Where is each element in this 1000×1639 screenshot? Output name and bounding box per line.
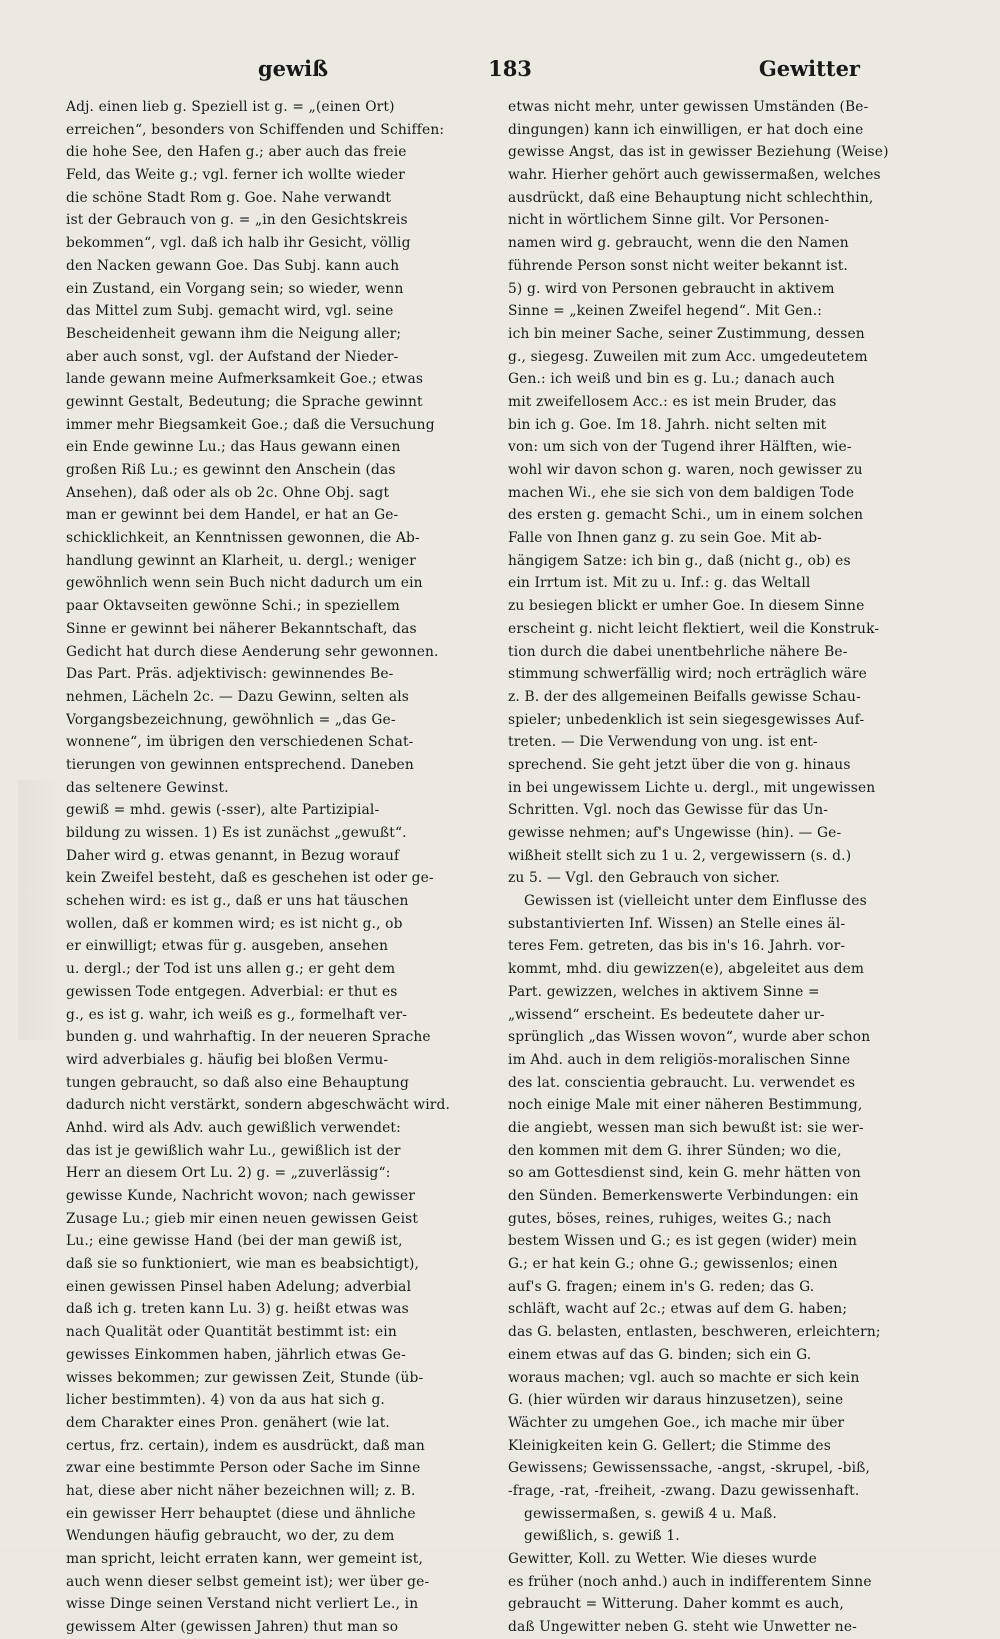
text-line: zu besiegen blickt er umher Goe. In diesem Sinne bbox=[508, 598, 865, 615]
text-line: schicklichkeit, an Kenntnissen gewonnen, die Ab- bbox=[66, 530, 420, 547]
text-line: certus, frz. certain), indem es ausdrückt, daß man bbox=[66, 1437, 425, 1454]
left-column bbox=[66, 96, 494, 1639]
text-line: das G. belasten, entlasten, beschweren, erleichtern; bbox=[508, 1324, 881, 1341]
text-line: den Nacken gewann Goe. Das Subj. kann auch bbox=[66, 257, 400, 274]
text-line: das Mittel zum Subj. gemacht wird, vgl. seine bbox=[66, 303, 394, 320]
text-line: schläft, wacht auf 2c.; etwas auf dem G. haben; bbox=[508, 1301, 848, 1318]
text-line: z. B. der des allgemeinen Beifalls gewisse Schau- bbox=[508, 688, 861, 705]
text-line: von: um sich von der Tugend ihrer Hälften, wie- bbox=[508, 439, 852, 456]
text-line: Wendungen häufig gebraucht, wo der, zu dem bbox=[66, 1528, 395, 1545]
text-line: schehen wird: es ist g., daß er uns hat täuschen bbox=[66, 893, 409, 910]
text-line: Falle von Ihnen ganz g. zu sein Goe. Mit ab- bbox=[508, 530, 822, 547]
text-line: daß sie so funktioniert, wie man es beabsichtigt), bbox=[66, 1256, 420, 1273]
text-line: Gewissens; Gewissenssache, -angst, -skrupel, -biß, bbox=[508, 1460, 871, 1477]
text-line: einem etwas auf das G. binden; sich ein G. bbox=[508, 1346, 812, 1363]
text-line: Sinne = „keinen Zweifel hegend“. Mit Gen.: bbox=[508, 303, 823, 320]
text-line: g., siegesg. Zuweilen mit zum Acc. umgedeutetem bbox=[508, 348, 868, 365]
page-stain bbox=[18, 780, 58, 1040]
page-number: 183 bbox=[488, 56, 532, 81]
text-line: gewisses Einkommen haben, jährlich etwas Ge- bbox=[66, 1346, 406, 1363]
text-line: bin ich g. Goe. Im 18. Jahrh. nicht selten mit bbox=[508, 416, 827, 433]
text-line: daß ich g. treten kann Lu. 3) g. heißt etwas was bbox=[66, 1301, 409, 1318]
text-line: Daher wird g. etwas genannt, in Bezug worauf bbox=[66, 847, 400, 864]
text-line: Gewissen ist (vielleicht unter dem Einflusse des bbox=[524, 893, 867, 910]
header-right-keyword: Gewitter bbox=[758, 56, 860, 81]
text-line: kein Zweifel besteht, daß es geschehen ist oder ge- bbox=[66, 870, 434, 887]
text-line: Ansehen), daß oder als ob 2c. Ohne Obj. sagt bbox=[66, 484, 390, 501]
text-line: die hohe See, den Hafen g.; aber auch das freie bbox=[66, 144, 407, 161]
text-line: immer mehr Biegsamkeit Goe.; daß die Versuchung bbox=[66, 416, 435, 433]
text-line: gewisse nehmen; auf's Ungewisse (hin). — Ge- bbox=[508, 825, 842, 841]
text-line: spieler; unbedenklich ist sein siegesgewisses Auf- bbox=[508, 711, 865, 728]
text-line: dadurch nicht verstärkt, sondern abgeschwächt wird. bbox=[66, 1097, 451, 1114]
text-line: wißheit stellt sich zu 1 u. 2, vergewissern (s. d.) bbox=[508, 847, 852, 864]
text-line: Kleinigkeiten kein G. Gellert; die Stimme des bbox=[508, 1437, 831, 1454]
text-line: mit zweifellosem Acc.: es ist mein Bruder, das bbox=[508, 393, 837, 410]
text-line: hängigem Satze: ich bin g., daß (nicht g., ob) es bbox=[508, 552, 851, 569]
text-line: Herr an diesem Ort Lu. 2) g. = „zuverlässig“: bbox=[66, 1165, 391, 1182]
text-line: wollen, daß er kommen wird; es ist nicht g., ob bbox=[66, 915, 403, 932]
text-line: nicht in wörtlichem Sinne gilt. Vor Personen- bbox=[508, 212, 830, 229]
text-line: erscheint g. nicht leicht flektiert, weil die Konstruk- bbox=[508, 620, 880, 637]
text-line: etwas nicht mehr, unter gewissen Umständen (Be- bbox=[508, 99, 869, 115]
text-line: dingungen) kann ich einwilligen, er hat doch eine bbox=[508, 121, 864, 138]
text-line: G. (hier würden wir daraus hinzusetzen), seine bbox=[508, 1392, 844, 1409]
text-line: man er gewinnt bei dem Handel, er hat an Ge- bbox=[66, 507, 399, 524]
text-line: führende Person sonst nicht weiter bekannt ist. bbox=[508, 257, 848, 274]
text-line: 5) g. wird von Personen gebraucht in aktivem bbox=[508, 280, 835, 297]
text-line: auf's G. fragen; einem in's G. reden; das G. bbox=[508, 1278, 815, 1295]
text-line: gewinnt Gestalt, Bedeutung; die Sprache gewinnt bbox=[66, 393, 423, 410]
text-line: im Ahd. auch in dem religiös-moralischen Sinne bbox=[508, 1051, 851, 1068]
text-line: licher bestimmten). 4) von da aus hat sich g. bbox=[66, 1392, 385, 1409]
text-line: des ersten g. gemacht Schi., um in einem solchen bbox=[508, 507, 864, 524]
text-line: des lat. conscientia gebraucht. Lu. verwendet es bbox=[508, 1074, 856, 1091]
text-line: ausdrückt, daß eine Behauptung nicht schlechthin, bbox=[508, 189, 874, 206]
text-line: das ist je gewißlich wahr Lu., gewißlich ist der bbox=[66, 1142, 401, 1159]
text-line: kommt, mhd. diu gewizzen(e), abgeleitet aus dem bbox=[508, 961, 865, 978]
text-line: zwar eine bestimmte Person oder Sache im Sinne bbox=[66, 1460, 421, 1477]
text-line: es früher (noch anhd.) auch in indifferentem Sinne bbox=[508, 1573, 872, 1590]
text-line: das seltenere Gewinst. bbox=[66, 779, 229, 796]
text-line: wonnene“, im übrigen den verschiedenen Schat- bbox=[66, 734, 414, 751]
text-line: gewissermaßen, s. gewiß 4 u. Maß. bbox=[524, 1505, 777, 1522]
text-line: einen gewissen Pinsel haben Adelung; adverbial bbox=[66, 1278, 412, 1295]
text-line: Feld, das Weite g.; vgl. ferner ich wollte wieder bbox=[66, 167, 405, 184]
text-line: bestem Wissen und G.; es ist gegen (wider) mein bbox=[508, 1233, 858, 1250]
text-line: nach Qualität oder Quantität bestimmt ist: ein bbox=[66, 1324, 397, 1341]
text-line: ist der Gebrauch von g. = „in den Gesichtskreis bbox=[66, 212, 408, 229]
text-line: bekommen“, vgl. daß ich halb ihr Gesicht, völlig bbox=[66, 235, 411, 252]
right-column bbox=[508, 96, 936, 1639]
text-line: Gewitter, Koll. zu Wetter. Wie dieses wurde bbox=[508, 1551, 817, 1567]
text-line: wohl wir davon schon g. waren, noch gewisser zu bbox=[508, 462, 863, 478]
text-line: hat, diese aber nicht näher bezeichnen will; z. B. bbox=[66, 1482, 416, 1499]
text-line: wahr. Hierher gehört auch gewissermaßen, welches bbox=[508, 167, 881, 184]
text-line: bildung zu wissen. 1) Es ist zunächst „gewußt“. bbox=[66, 825, 407, 841]
text-line: -frage, -rat, -freiheit, -zwang. Dazu gewissenhaft. bbox=[508, 1482, 860, 1499]
text-line: Schritten. Vgl. noch das Gewisse für das Un- bbox=[508, 802, 829, 819]
text-line: nehmen, Lächeln 2c. — Dazu Gewinn, selten als bbox=[66, 688, 410, 705]
text-line: treten. — Die Verwendung von ung. ist ent- bbox=[508, 734, 818, 751]
text-line: die schöne Stadt Rom g. Goe. Nahe verwandt bbox=[66, 189, 392, 206]
text-line: Gedicht hat durch diese Aenderung sehr gewonnen. bbox=[66, 643, 439, 660]
text-line: noch einige Male mit einer näheren Bestimmung, bbox=[508, 1097, 863, 1114]
text-line: tierungen von gewinnen entsprechend. Daneben bbox=[66, 756, 414, 773]
text-line: gewiß = mhd. gewis (-sser), alte Partizipial- bbox=[66, 802, 380, 819]
text-line: zu 5. — Vgl. den Gebrauch von sicher. bbox=[508, 870, 780, 887]
text-line: gewißlich, s. gewiß 1. bbox=[524, 1528, 680, 1545]
text-line: stimmung schwerfällig wird; noch erträglich wäre bbox=[508, 666, 867, 683]
text-line: daß Ungewitter neben G. steht wie Unwetter ne- bbox=[508, 1619, 857, 1636]
text-line: erreichen“, besonders von Schiffenden und Schiffen: bbox=[66, 121, 445, 138]
header-left-keyword: gewiß bbox=[258, 56, 329, 81]
text-line: Anhd. wird als Adv. auch gewißlich verwendet: bbox=[66, 1119, 401, 1136]
text-line: „wissend“ erscheint. Es bedeutete daher ur- bbox=[508, 1006, 825, 1023]
text-line: Wächter zu umgehen Goe., ich mache mir über bbox=[508, 1414, 845, 1431]
text-line: machen Wi., ehe sie sich von dem baldigen Tode bbox=[508, 484, 855, 501]
text-line: ein gewisser Herr behauptet (diese und ähnliche bbox=[66, 1505, 416, 1522]
text-line: gewöhnlich wenn sein Buch nicht dadurch um ein bbox=[66, 575, 423, 592]
text-line: gewissem Alter (gewissen Jahren) thut man so bbox=[66, 1619, 399, 1636]
text-line: gewissen Tode entgegen. Adverbial: er thut es bbox=[66, 983, 398, 1000]
text-line: großen Riß Lu.; es gewinnt den Anschein (das bbox=[66, 462, 396, 478]
text-line: auch wenn dieser selbst gemeint ist); wer über ge- bbox=[66, 1573, 430, 1590]
text-line: G.; er hat kein G.; ohne G.; gewissenlos; einen bbox=[508, 1256, 838, 1273]
text-line: gebraucht = Witterung. Daher kommt es auch, bbox=[508, 1596, 844, 1613]
text-line: dem Charakter eines Pron. genähert (wie lat. bbox=[66, 1414, 390, 1431]
text-line: gewisse Angst, das ist in gewisser Beziehung (Weise) bbox=[508, 144, 889, 161]
text-line: man spricht, leicht erraten kann, wer gemeint ist, bbox=[66, 1551, 424, 1567]
text-line: namen wird g. gebraucht, wenn die den Namen bbox=[508, 235, 849, 252]
text-line: den kommen mit dem G. ihrer Sünden; wo die, bbox=[508, 1142, 842, 1159]
text-line: u. dergl.; der Tod ist uns allen g.; er geht dem bbox=[66, 961, 396, 978]
text-line: sprünglich „das Wissen wovon“, wurde aber schon bbox=[508, 1029, 871, 1046]
text-line: teres Fem. getreten, das bis in's 16. Jahrh. vor- bbox=[508, 938, 846, 955]
text-line: handlung gewinnt an Klarheit, u. dergl.; weniger bbox=[66, 552, 416, 569]
text-line: Bescheidenheit gewann ihm die Neigung aller; bbox=[66, 325, 402, 342]
text-line: Adj. einen lieb g. Speziell ist g. = „(einen Ort) bbox=[66, 99, 395, 115]
text-line: den Sünden. Bemerkenswerte Verbindungen: ein bbox=[508, 1188, 859, 1204]
text-line: ein Irrtum ist. Mit zu u. Inf.: g. das Weltall bbox=[508, 575, 811, 592]
text-line: Lu.; eine gewisse Hand (bei der man gewiß ist, bbox=[66, 1233, 403, 1250]
text-line: ein Zustand, ein Vorgang sein; so wieder, wenn bbox=[66, 280, 404, 297]
text-line: gutes, böses, reines, ruhiges, weites G.; nach bbox=[508, 1210, 832, 1227]
text-line: g., es ist g. wahr, ich weiß es g., formelhaft ver- bbox=[66, 1006, 408, 1023]
text-line: wisses bekommen; zur gewissen Zeit, Stunde (üb- bbox=[66, 1369, 424, 1386]
text-line: Sinne er gewinnt bei näherer Bekanntschaft, das bbox=[66, 620, 417, 637]
text-line: so am Gottesdienst sind, kein G. mehr hätten von bbox=[508, 1165, 861, 1182]
text-line: substantivierten Inf. Wissen) an Stelle eines äl- bbox=[508, 915, 846, 932]
text-line: Part. gewizzen, welches in aktivem Sinne = bbox=[508, 983, 820, 1000]
text-line: bunden g. und wahrhaftig. In der neueren Sprache bbox=[66, 1029, 431, 1046]
text-line: woraus machen; vgl. auch so machte er sich kein bbox=[508, 1369, 860, 1386]
text-line: er einwilligt; etwas für g. ausgeben, ansehen bbox=[66, 938, 389, 955]
text-line: aber auch sonst, vgl. der Aufstand der Nieder- bbox=[66, 348, 399, 365]
text-line: ein Ende gewinne Lu.; das Haus gewann einen bbox=[66, 439, 401, 456]
running-header bbox=[60, 50, 960, 84]
text-line: paar Oktavseiten gewönne Schi.; in speziellem bbox=[66, 598, 400, 615]
text-line: lande gewann meine Aufmerksamkeit Goe.; etwas bbox=[66, 371, 424, 388]
text-line: tungen gebraucht, so daß also eine Behauptung bbox=[66, 1074, 409, 1091]
text-line: die angiebt, wessen man sich bewußt ist: sie wer- bbox=[508, 1119, 864, 1136]
text-line: wisse Dinge seinen Verstand nicht verliert Le., in bbox=[66, 1596, 419, 1613]
text-line: Vorgangsbezeichnung, gewöhnlich = „das Ge- bbox=[66, 711, 396, 728]
text-line: Gen.: ich weiß und bin es g. Lu.; danach auch bbox=[508, 371, 835, 388]
text-line: gewisse Kunde, Nachricht wovon; nach gewisser bbox=[66, 1188, 416, 1204]
text-line: in bei ungewissem Lichte u. dergl., mit ungewissen bbox=[508, 779, 876, 796]
text-line: Das Part. Präs. adjektivisch: gewinnendes Be- bbox=[66, 666, 394, 683]
text-line: sprechend. Sie geht jetzt über die von g. hinaus bbox=[508, 756, 851, 773]
text-line: wird adverbiales g. häufig bei bloßen Vermu- bbox=[66, 1051, 389, 1068]
text-line: Zusage Lu.; gieb mir einen neuen gewissen Geist bbox=[66, 1210, 419, 1227]
text-line: ich bin meiner Sache, seiner Zustimmung, dessen bbox=[508, 325, 865, 342]
text-line: tion durch die dabei unentbehrliche nähere Be- bbox=[508, 643, 848, 660]
